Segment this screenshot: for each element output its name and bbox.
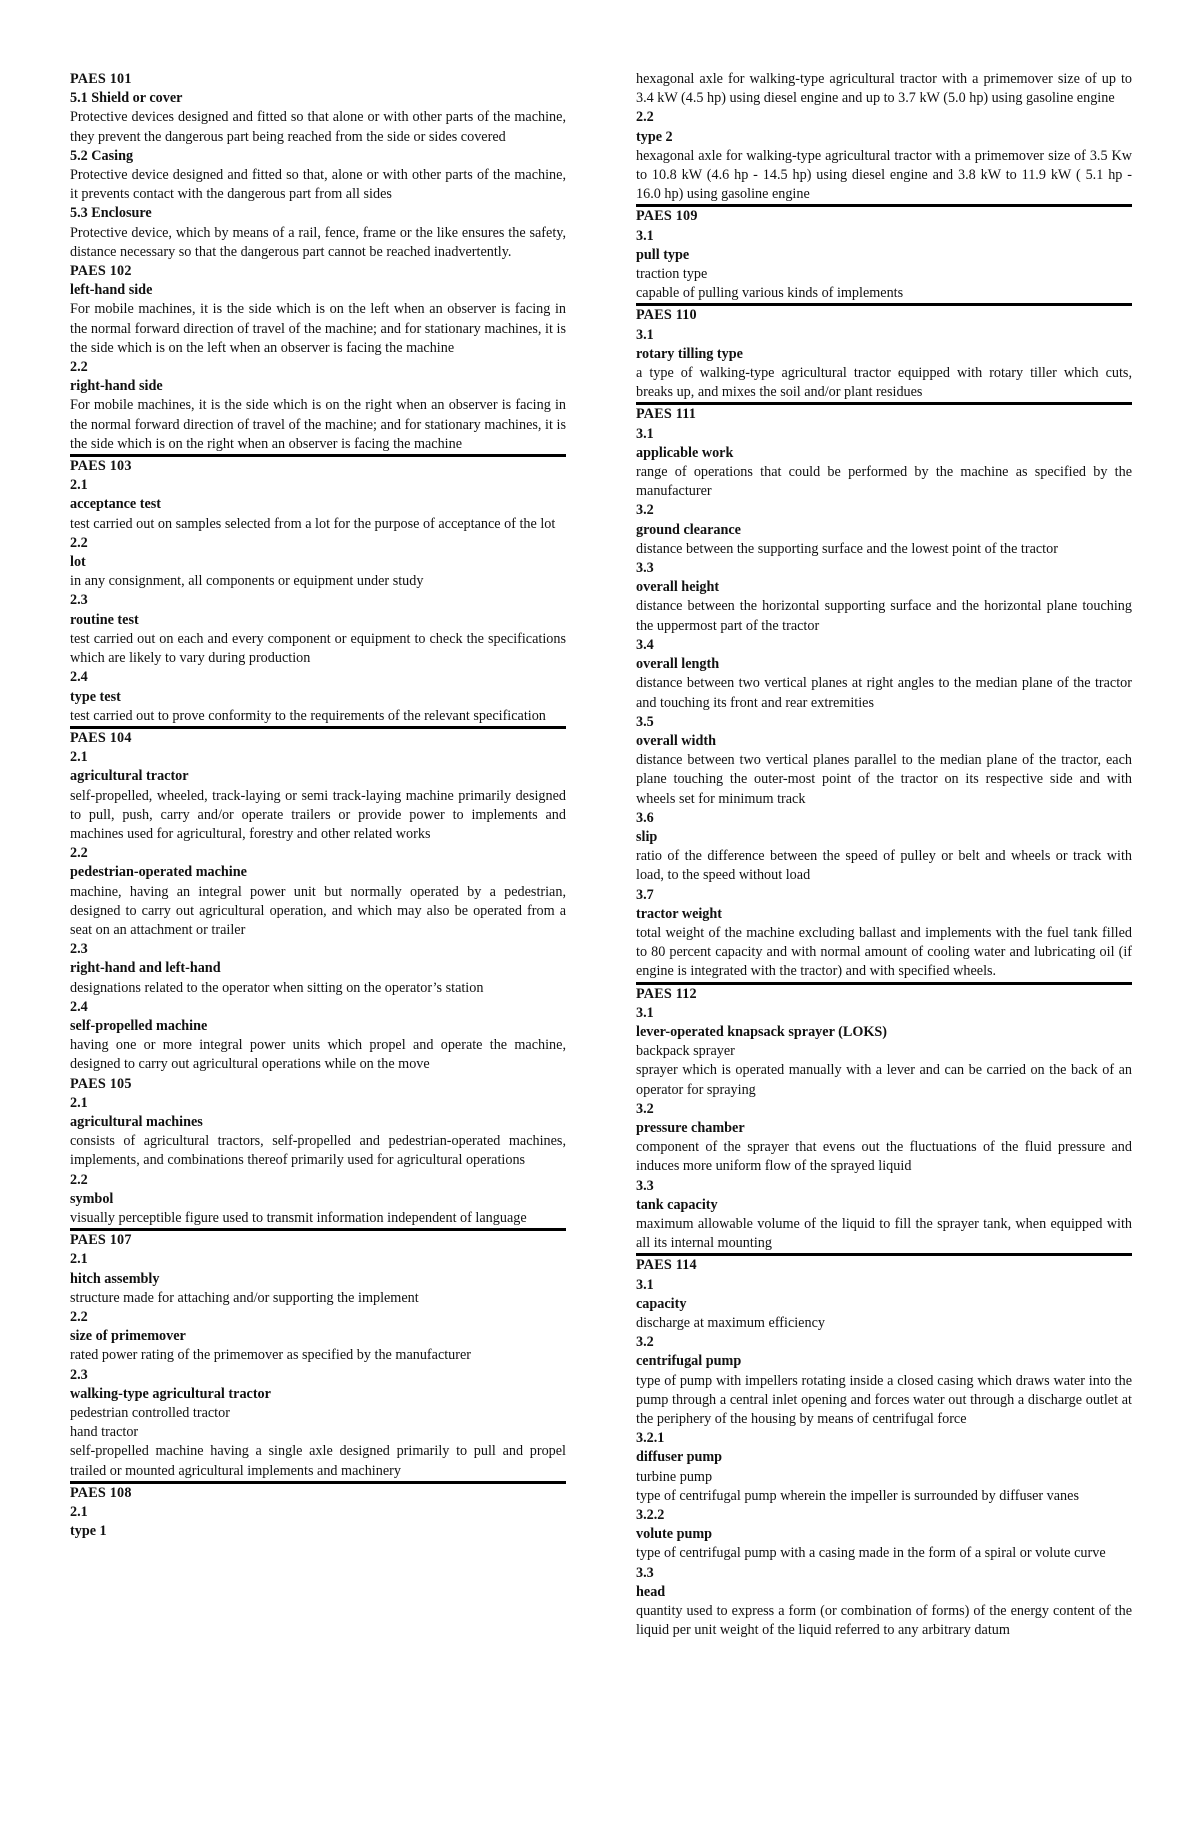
term-heading: head (636, 1583, 666, 1600)
definition-text: a type of walking-type agricultural tractor equipped with rotary tiller which cuts, breaks up, and mixes the soil and/or plant residues (636, 365, 1132, 401)
definition-text: quantity used to express a form (or combination of forms) of the energy content of the liquid per unit weight of the liquid referred to any arbitrary datum (636, 1603, 1132, 1639)
clause-number: 2.3 (70, 592, 88, 609)
definition-text: For mobile machines, it is the side which is on the right when an observer is facing in the normal forward direction of travel of the machine; and for stationary machines, it is the side which is on the right when an observer is facing the machine (70, 397, 566, 452)
term-heading: pedestrian-operated machine (70, 864, 247, 881)
clause-number: 2.1 (70, 1094, 88, 1111)
clause-number: 2.2 (70, 1309, 88, 1325)
definition-text: turbine pump (636, 1468, 713, 1485)
definition-text: component of the sprayer that evens out the fluctuations of the fluid pressure and induces more uniform flow of the sprayed liquid (636, 1139, 1132, 1175)
clause-number: 3.1 (636, 1004, 654, 1021)
standard-code: PAES 108 (70, 1484, 132, 1501)
standard-code: PAES 114 (636, 1257, 697, 1274)
term-heading: 5.2 Casing (70, 147, 134, 164)
definition-text: distance between the supporting surface and the lowest point of the tractor (636, 540, 1058, 557)
standard-section (636, 207, 1132, 306)
standard-section (70, 262, 566, 457)
clause-number: 2.2 (70, 534, 88, 551)
left-column (70, 70, 566, 1541)
term-heading: slip (636, 828, 658, 845)
term-heading: centrifugal pump (636, 1353, 742, 1370)
term-heading: hitch assembly (70, 1270, 160, 1287)
clause-number: 2.1 (70, 749, 88, 766)
term-heading: 5.3 Enclosure (70, 205, 152, 222)
term-heading: routine test (70, 611, 139, 628)
definition-text: visually perceptible figure used to transmit information independent of language (70, 1209, 527, 1226)
term-heading: volute pump (636, 1526, 713, 1543)
term-heading: capacity (636, 1295, 687, 1312)
term-heading: applicable work (636, 444, 734, 461)
term-heading: type test (70, 688, 121, 705)
clause-number: 3.2 (636, 1100, 654, 1117)
standard-code: PAES 103 (70, 458, 132, 475)
term-heading: agricultural tractor (70, 768, 189, 785)
definition-text: capable of pulling various kinds of implements (636, 285, 904, 302)
standard-section (70, 1075, 566, 1232)
standard-code: PAES 111 (636, 406, 697, 423)
definition-text: sprayer which is operated manually with a lever and can be carried on the back of an operator for spraying (636, 1062, 1132, 1098)
definition-text: hexagonal axle for walking-type agricultural tractor with a primemover size of 3.5 Kw to 10.8 kW (4.6 hp - 14.5 hp) using diesel engine and 3.8 kW to 11.9 kW ( 5.1 hp - 16.0 hp) using gasoline engine (636, 147, 1132, 203)
standard-code: PAES 105 (70, 1075, 132, 1092)
term-heading: overall width (636, 732, 716, 749)
clause-number: 2.2 (70, 845, 88, 862)
standard-section (70, 729, 566, 1075)
term-heading: 5.1 Shield or cover (70, 90, 183, 107)
clause-number: 3.4 (636, 636, 654, 653)
standard-section (70, 1231, 566, 1484)
clause-number: 3.1 (636, 227, 654, 244)
term-heading: lot (70, 554, 86, 571)
definition-text: type of centrifugal pump with a casing made in the form of a spiral or volute curve (636, 1545, 1106, 1562)
definition-text: type of centrifugal pump wherein the impeller is surrounded by diffuser vanes (636, 1487, 1079, 1504)
standard-section (70, 1484, 566, 1542)
clause-number: 3.6 (636, 809, 654, 826)
term-heading: diffuser pump (636, 1449, 723, 1466)
term-heading: rotary tilling type (636, 345, 743, 362)
definition-text: rated power rating of the primemover as specified by the manufacturer (70, 1347, 472, 1364)
definition-text: distance between two vertical planes parallel to the median plane of the tractor, each plane touching the outer-most point of the tractor on its respective side and with wheels set for minimum track (636, 752, 1132, 807)
term-heading: size of primemover (70, 1328, 186, 1345)
term-heading: left-hand side (70, 282, 153, 299)
standard-code: PAES 102 (70, 263, 132, 280)
standard-section (636, 405, 1132, 984)
clause-number: 3.5 (636, 713, 654, 730)
clause-number: 2.1 (70, 477, 88, 494)
definition-text: maximum allowable volume of the liquid to fill the sprayer tank, when equipped with all its internal mounting (636, 1215, 1132, 1252)
definition-text: hexagonal axle for walking-type agricultural tractor with a primemover size of up to 3.4 kW (4.5 hp) using diesel engine and up to 3.7 kW (5.0 hp) using gasoline engine (636, 71, 1132, 107)
standard-code: PAES 112 (636, 985, 697, 1002)
term-heading: agricultural machines (70, 1113, 203, 1130)
clause-number: 3.2 (636, 1334, 654, 1351)
definition-text: Protective device, which by means of a rail, fence, frame or the like ensures the safety, distance necessary so that the dangerous part cannot be reached inadvertently. (70, 224, 566, 260)
clause-number: 3.1 (636, 1276, 654, 1293)
term-heading: overall length (636, 656, 720, 673)
term-heading: type 1 (70, 1523, 107, 1540)
clause-number: 3.7 (636, 886, 654, 903)
definition-text: For mobile machines, it is the side which is on the left when an observer is facing in the normal forward direction of travel of the machine; and for stationary machines, it is the side which is on the left when an observer is facing the machine (70, 301, 566, 356)
term-heading: overall height (636, 579, 720, 596)
clause-number: 2.3 (70, 941, 88, 958)
term-heading: self-propelled machine (70, 1017, 208, 1034)
clause-number: 2.4 (70, 998, 88, 1015)
standard-code: PAES 109 (636, 208, 698, 225)
definition-text: Protective devices designed and fitted so that alone or with other parts of the machine, they prevent the dangerous part being reached from the side or sides covered (70, 109, 566, 145)
standard-section (636, 70, 1132, 207)
term-heading: right-hand side (70, 378, 163, 395)
standard-section (636, 985, 1132, 1257)
standard-section (636, 306, 1132, 405)
clause-number: 3.2.1 (636, 1430, 665, 1447)
definition-text: total weight of the machine excluding ballast and implements with the fuel tank filled to 80 percent capacity and with normal amount of cooling water and lubricating oil (if engine is integrated with the tractor) and with specified wheels. (636, 924, 1132, 980)
term-heading: tractor weight (636, 905, 723, 922)
clause-number: 3.3 (636, 1177, 654, 1194)
definition-text: self-propelled, wheeled, track-laying or semi track-laying machine primarily designed to pull, push, carry and/or operate trailers or provide power to implements and machines used for agricultural, forestry and other related works (70, 787, 566, 842)
term-heading: type 2 (636, 128, 673, 145)
definition-text: test carried out on each and every component or equipment to check the specifications which are likely to vary during production (70, 630, 566, 667)
clause-number: 2.1 (70, 1251, 88, 1268)
term-heading: lever-operated knapsack sprayer (LOKS) (636, 1023, 888, 1040)
definition-text: Protective device designed and fitted so that, alone or with other parts of the machine, it prevents contact with the dangerous part from all sides (70, 167, 566, 203)
clause-number: 2.2 (70, 1171, 88, 1188)
clause-number: 3.3 (636, 560, 654, 577)
right-column (636, 70, 1132, 1640)
definition-text: ratio of the difference between the speed of pulley or belt and wheels or track with load, to the speed without load (636, 848, 1132, 884)
definition-text: distance between the horizontal supporting surface and the horizontal plane touching the uppermost part of the tractor (636, 598, 1132, 634)
standard-section (70, 70, 566, 262)
standard-section (70, 457, 566, 729)
clause-number: 2.2 (70, 359, 88, 376)
definition-text: designations related to the operator when sitting on the operator’s station (70, 979, 484, 996)
definition-text: structure made for attaching and/or supporting the implement (70, 1289, 419, 1306)
term-heading: pull type (636, 246, 690, 263)
definition-text: test carried out on samples selected from a lot for the purpose of acceptance of the lot (70, 515, 556, 532)
definition-text: type of pump with impellers rotating inside a closed casing which draws water into the pump through a central inlet opening and forces water out through a discharge outlet at the periphery of the housing by means of centrifugal force (636, 1372, 1132, 1428)
standard-code: PAES 101 (70, 71, 132, 87)
definition-text: consists of agricultural tractors, self-propelled and pedestrian-operated machines, implements, and combinations thereof primarily used for agricultural operations (70, 1133, 566, 1169)
clause-number: 3.3 (636, 1564, 654, 1581)
term-heading: walking-type agricultural tractor (70, 1385, 271, 1402)
clause-number: 2.4 (70, 669, 88, 686)
definition-text: self-propelled machine having a single axle designed primarily to pull and propel trailed or mounted agricultural implements and machinery (70, 1443, 566, 1479)
standard-code: PAES 107 (70, 1232, 132, 1249)
clause-number: 2.2 (636, 109, 654, 126)
standard-code: PAES 110 (636, 307, 697, 324)
clause-number: 3.2.2 (636, 1507, 665, 1524)
term-heading: symbol (70, 1190, 114, 1207)
clause-number: 3.1 (636, 425, 654, 442)
definition-text: machine, having an integral power unit but normally operated by a pedestrian, designed to carry out agricultural operation, and which may also be operated from a seat on an attachment or trailer (70, 883, 566, 938)
definition-text: backpack sprayer (636, 1043, 735, 1060)
clause-number: 3.2 (636, 502, 654, 519)
definition-text: distance between two vertical planes at right angles to the median plane of the tractor and touching its front and rear extremities (636, 675, 1132, 711)
term-heading: acceptance test (70, 496, 161, 513)
definition-text: test carried out to prove conformity to the requirements of the relevant specification (70, 707, 546, 724)
term-heading: pressure chamber (636, 1119, 745, 1136)
definition-text: traction type (636, 266, 708, 283)
definition-text: pedestrian controlled tractor (70, 1405, 230, 1422)
definition-text: in any consignment, all components or equipment under study (70, 573, 424, 590)
standard-section (636, 1256, 1132, 1640)
clause-number: 2.3 (70, 1366, 88, 1383)
term-heading: tank capacity (636, 1196, 718, 1213)
term-heading: ground clearance (636, 521, 741, 538)
clause-number: 2.1 (70, 1504, 88, 1521)
definition-text: having one or more integral power units which propel and operate the machine, designed to carry out agricultural operations while on the move (70, 1037, 566, 1073)
standard-code: PAES 104 (70, 729, 132, 746)
clause-number: 3.1 (636, 326, 654, 343)
term-heading: right-hand and left-hand (70, 960, 221, 977)
definition-text: discharge at maximum efficiency (636, 1315, 825, 1331)
definition-text: hand tractor (70, 1424, 139, 1441)
definition-text: range of operations that could be performed by the machine as specified by the manufacturer (636, 464, 1132, 500)
